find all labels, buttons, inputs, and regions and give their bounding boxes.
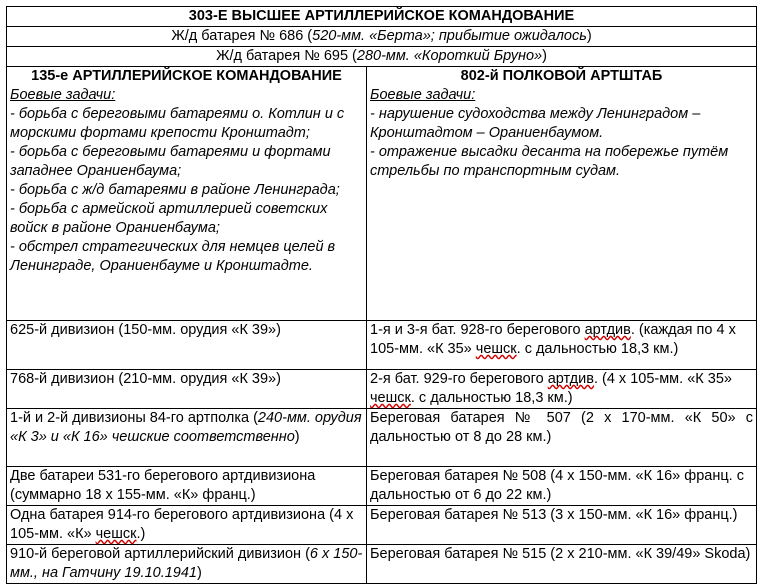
unit-right-5: Береговая батарея № 513 (3 х 150-мм. «К 16» франц.) <box>367 506 757 545</box>
unit-row-2 <box>7 370 757 409</box>
unit-row-6 <box>7 545 757 584</box>
unit-right-6: Береговая батарея № 515 (2 х 210-мм. «К 39/49» Skoda) <box>367 545 757 584</box>
unit-left-1: 625-й дивизион (150-мм. орудия «К 39») <box>7 321 367 370</box>
unit-right-2: 2-я бат. 929-го берегового артдив. (4 х 105-мм. «К 35» чешск. с дальностью 18,3 км.) <box>367 370 757 409</box>
left-tasks-label: Боевые задачи: <box>10 87 116 103</box>
unit-left-6: 910-й береговой артиллерийский дивизион (6 х 150-мм., на Гатчину 19.10.1941) <box>7 545 367 584</box>
unit-left-3: 1-й и 2-й дивизионы 84-го артполка (240-мм. орудия «К 3» и «К 16» чешские соответственно) <box>7 409 367 467</box>
unit-left-4: Две батареи 531-го берегового артдивизиона (суммарно 18 х 155-мм. «К» франц.) <box>7 467 367 506</box>
railway-battery-695-row <box>7 47 757 67</box>
railway-battery-686-row <box>7 27 757 47</box>
unit-right-1: 1-я и 3-я бат. 928-го берегового артдив. (каждая по 4 х 105-мм. «К 35» чешск. с дальностью 18,3 км.) <box>367 321 757 370</box>
railway-battery-686: Ж/д батарея № 686 (520-мм. «Берта»; прибытие ожидалось) <box>7 27 757 47</box>
left-task-2: - борьба с береговыми батареями и фортами западнее Ораниенбаума; <box>10 144 331 179</box>
commands-row <box>7 67 757 321</box>
right-task-1: - нарушение судоходства между Ленинградом – Кронштадтом – Ораниенбаумом. <box>370 106 701 141</box>
left-task-1: - борьба с береговыми батареями о. Котлин и с морскими фортами крепости Кронштадт; <box>10 106 345 141</box>
unit-row-5 <box>7 506 757 545</box>
left-task-3: - борьба с ж/д батареями в районе Ленинграда; <box>10 182 340 198</box>
right-command-heading: 802-й ПОЛКОВОЙ АРТШТАБ <box>460 68 663 84</box>
page-title <box>7 7 757 27</box>
right-task-2: - отражение высадки десанта на побережье путём стрельбы по транспортным судам. <box>370 144 729 179</box>
left-task-5: - обстрел стратегических для немцев целей в Ленинграде, Ораниенбауме и Кронштадте. <box>10 239 336 274</box>
document <box>6 6 756 584</box>
title-row <box>7 7 757 27</box>
right-tasks-label: Боевые задачи: <box>370 87 476 103</box>
unit-row-4 <box>7 467 757 506</box>
left-task-4: - борьба с армейской артиллерией советских войск в районе Ораниенбаума; <box>10 201 328 236</box>
left-command-cell <box>7 67 367 321</box>
command-table <box>6 6 757 584</box>
left-command-heading: 135-е АРТИЛЛЕРИЙСКОЕ КОМАНДОВАНИЕ <box>31 68 342 84</box>
right-command-cell <box>367 67 757 321</box>
title-text: 303-Е ВЫСШЕЕ АРТИЛЛЕРИЙСКОЕ КОМАНДОВАНИЕ <box>188 8 575 24</box>
unit-left-2: 768-й дивизион (210-мм. орудия «К 39») <box>7 370 367 409</box>
railway-battery-695: Ж/д батарея № 695 (280-мм. «Короткий Бруно») <box>7 47 757 67</box>
unit-right-3: Береговая батарея № 507 (2 х 170-мм. «К 50» с дальностью от 8 до 28 км.) <box>367 409 757 467</box>
unit-row-3 <box>7 409 757 467</box>
unit-right-4: Береговая батарея № 508 (4 х 150-мм. «К 16» франц. с дальностью от 6 до 22 км.) <box>367 467 757 506</box>
unit-row-1 <box>7 321 757 370</box>
unit-left-5: Одна батарея 914-го берегового артдивизиона (4 х 105-мм. «К» чешск.) <box>7 506 367 545</box>
